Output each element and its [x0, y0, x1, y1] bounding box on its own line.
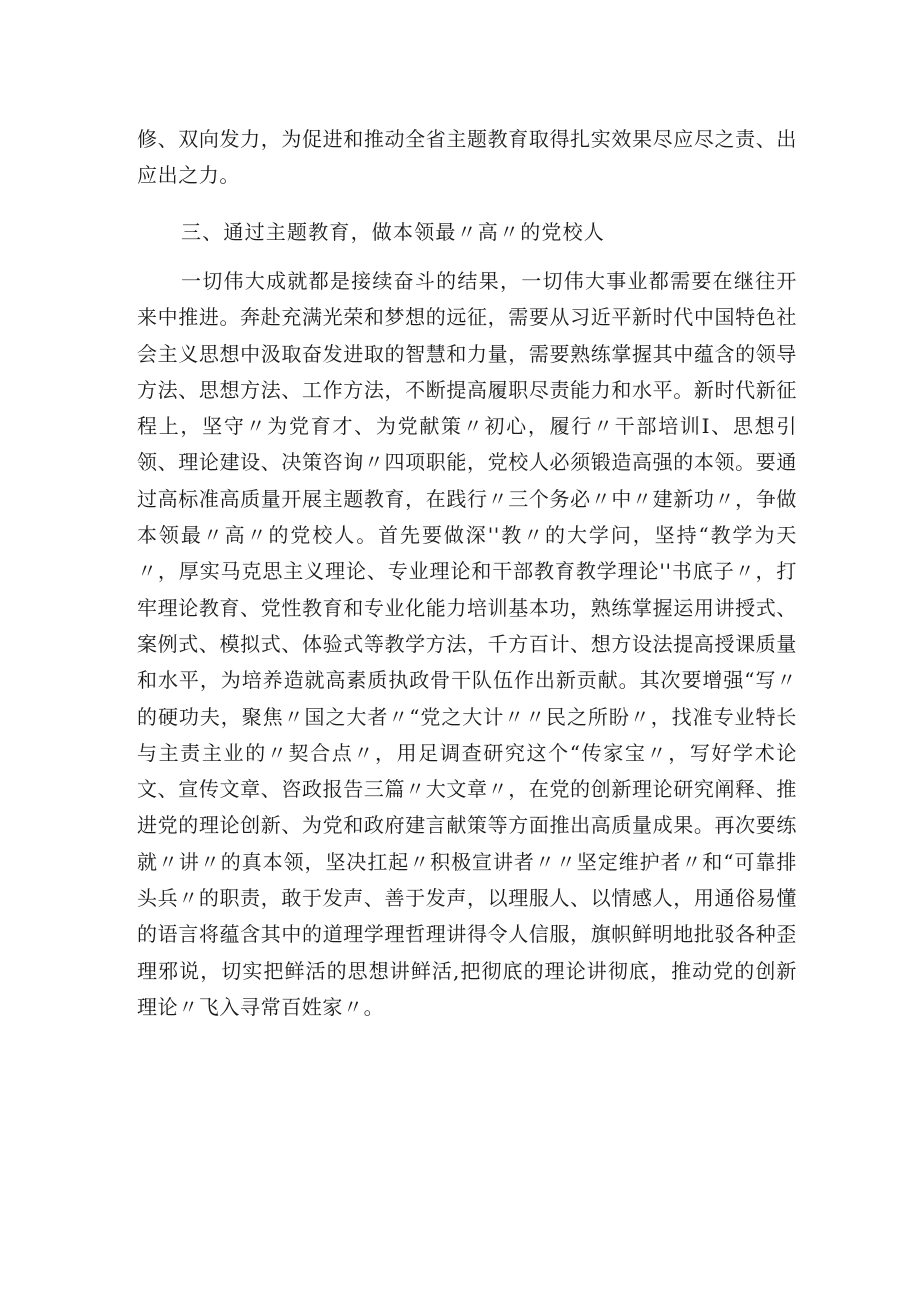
- paragraph-continuation: 修、双向发力，为促进和推动全省主题教育取得扎实效果尽应尽之责、出应出之力。: [137, 127, 797, 188]
- section-heading: 三、通过主题教育，做本领最〃高〃的党校人: [181, 220, 605, 244]
- body-paragraph: 一切伟大成就都是接续奋斗的结果，一切伟大事业都需要在继往开来中推进。奔赴充满光荣和梦想的远征，需要从习近平新时代中国特色社会主义思想中汲取奋发进取的智慧和力量，需要熟练掌握其中蕴含的领导方法、思想方法、工作方法，不断提高履职尽责能力和水平。新时代新征程上，坚守〃为党育才、为党献策〃初心，履行〃干部培训I、思想引领、理论建设、决策咨询〃四项职能，党校人必须锻造高强的本领。要通过高标准高质量开展主题教育，在践行〃三个务必〃中〃建新功〃，争做本领最〃高〃的党校人。首先要做深''教〃的大学问，坚持“教学为天〃，厚实马克思主义理论、专业理论和干部教育教学理论''书底子〃，打牢理论教育、党性教育和专业化能力培训基本功，熟练掌握运用讲授式、案例式、模拟式、体验式等教学方法，千方百计、想方设法提高授课质量和水平，为培养造就高素质执政骨干队伍作出新贡献。其次要增强“写〃的硬功夫，聚焦〃国之大者〃“党之大计〃〃民之所盼〃，找准专业特长与主责主业的〃契合点〃，用足调查研究这个“传家宝〃，写好学术论文、宣传文章、咨政报告三篇〃大文章〃，在党的创新理论研究阐释、推进党的理论创新、为党和政府建言献策等方面推出高质量成果。再次要练就〃讲〃的真本领，坚决扛起〃积极宣讲者〃〃坚定维护者〃和“可靠排头兵〃的职责，敢于发声、善于发声，以理服人、以情感人，用通俗易懂的语言将蕴含其中的道理学理哲理讲得令人信服，旗帜鲜明地批驳各种歪理邪说，切实把鲜活的思想讲鲜活,把彻底的理论讲彻底，推动党的创新理论〃飞入寻常百姓家〃。: [137, 269, 797, 1019]
